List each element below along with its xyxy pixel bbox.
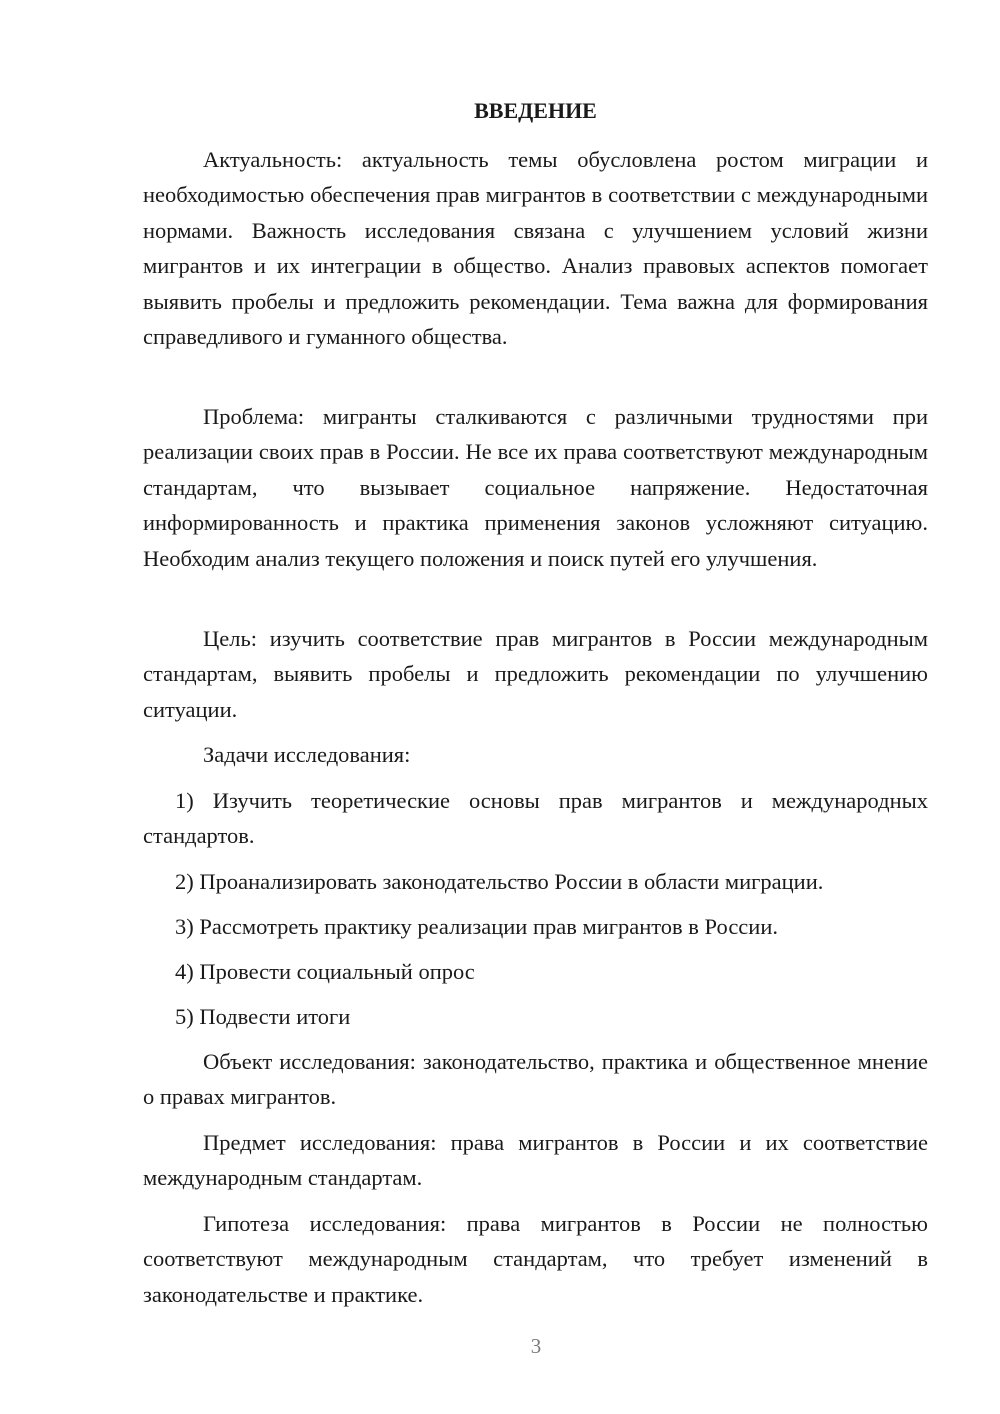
task-item-3: 3) Рассмотреть практику реализации прав мигрантов в России. (175, 914, 778, 939)
task-item-1: 1) Изучить теоретические основы прав мигрантов и международных стандартов. (143, 788, 928, 849)
problem-paragraph: Проблема: мигранты сталкиваются с различными трудностями при реализации своих прав в России. Не все их права соответствуют международным стандартам, что вызывает социальное напряжение. Недостаточная информированность и практика применения законов усложняют ситуацию. Необходим анализ текущего положения и поиск путей его улучшения. (143, 404, 928, 571)
goal-paragraph: Цель: изучить соответствие прав мигрантов в России международным стандартам, выявить пробелы и предложить рекомендации по улучшению ситуации. (143, 626, 928, 722)
task-item-4: 4) Провести социальный опрос (175, 959, 475, 984)
page-title: ВВЕДЕНИЕ (474, 98, 597, 123)
relevance-paragraph: Актуальность: актуальность темы обусловлена ростом миграции и необходимостью обеспечения прав мигрантов в соответствии с международными нормами. Важность исследования связана с улучшением условий жизни мигрантов и их интеграции в общество. Анализ правовых аспектов помогает выявить пробелы и предложить рекомендации. Тема важна для формирования справедливого и гуманного общества. (143, 147, 928, 350)
task-item-2: 2) Проанализировать законодательство России в области миграции. (175, 869, 824, 894)
task-item-5: 5) Подвести итоги (175, 1004, 351, 1029)
page-number: 3 (530, 1334, 542, 1358)
object-paragraph: Объект исследования: законодательство, практика и общественное мнение о правах мигрантов. (143, 1049, 928, 1110)
tasks-heading: Задачи исследования: (203, 742, 411, 767)
subject-paragraph: Предмет исследования: права мигрантов в России и их соответствие международным стандартам. (143, 1130, 928, 1191)
hypothesis-paragraph: Гипотеза исследования: права мигрантов в России не полностью соответствуют международным стандартам, что требует изменений в законодательстве и практике. (143, 1211, 928, 1307)
